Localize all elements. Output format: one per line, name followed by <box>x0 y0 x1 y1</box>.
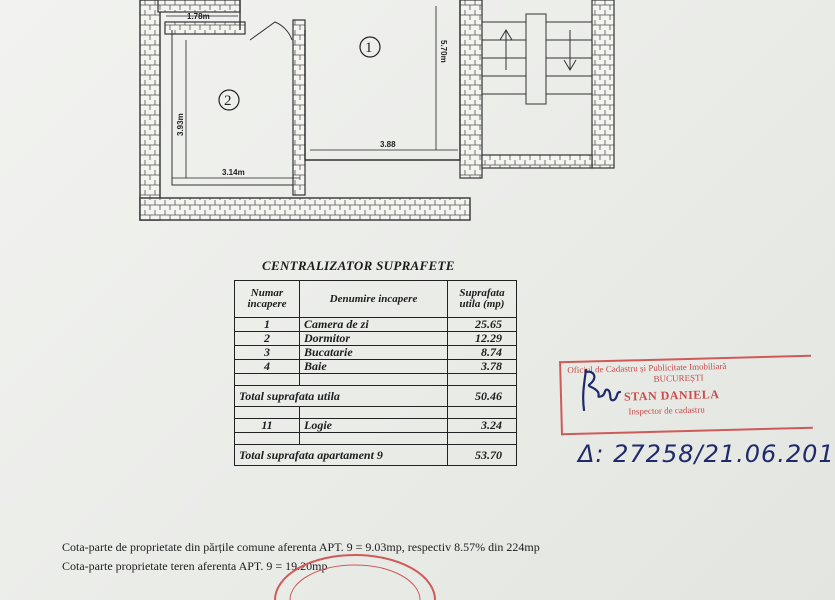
room-name: Dormitor <box>300 332 448 346</box>
loggia-area: 3.24 <box>448 419 517 433</box>
room-name: Bucatarie <box>300 346 448 360</box>
room-number: 4 <box>235 360 300 374</box>
loggia-name: Logie <box>300 419 448 433</box>
dim-room2-height: 3.93m <box>176 113 185 136</box>
floor-plan <box>0 0 800 230</box>
table-row-loggia <box>235 419 517 433</box>
room-area: 12.29 <box>448 332 517 346</box>
room-label-1: 1 <box>365 40 373 56</box>
total-useful-value: 50.46 <box>448 386 517 407</box>
seal-fragment <box>270 555 440 600</box>
table-row-total-useful <box>235 386 517 407</box>
table-row-blank <box>235 374 517 386</box>
stamp-role: Inspector de cadastru <box>628 404 705 417</box>
land-share: Cota-parte proprietate teren aferenta APT. 9 = 19.20mp <box>62 559 328 573</box>
table-row <box>235 332 517 346</box>
table-row <box>235 318 517 332</box>
table-row-blank <box>235 407 517 419</box>
dim-room2-width: 3.14m <box>222 168 245 177</box>
wall-interior-short <box>165 22 245 34</box>
room-area: 8.74 <box>448 346 517 360</box>
room-area: 25.65 <box>448 318 517 332</box>
room-name: Baie <box>300 360 448 374</box>
stamp-office: Oficiul de Cadastru și Publicitate Imobiliară <box>567 360 727 376</box>
total-apartment-label: Total suprafata apartament 9 <box>235 445 448 466</box>
table-row <box>235 360 517 374</box>
table-row <box>235 346 517 360</box>
stamp-city: BUCUREȘTI <box>653 372 704 384</box>
common-parts-share: Cota-parte de proprietate din părțile comune aferenta APT. 9 = 9.03mp, respectiv 8.57% din 224mp <box>62 540 540 554</box>
dim-top-left: 1.78m <box>187 12 210 21</box>
stairs <box>482 14 592 104</box>
registration-number: Δ: 27258/21.06.201 <box>578 440 835 468</box>
area-summary-table <box>234 280 517 466</box>
door-swing <box>250 22 292 40</box>
table-header-row <box>235 281 517 318</box>
dim-room1-width: 3.88 <box>380 140 396 149</box>
table-row-total-apartment <box>235 445 517 466</box>
header-room-number: Numar incapere <box>235 281 300 318</box>
total-useful-label: Total suprafata utila <box>235 386 448 407</box>
header-useful-area: Suprafata utila (mp) <box>448 281 517 318</box>
wall-interior-vertical <box>293 20 305 195</box>
wall-stairwell-left <box>460 0 482 178</box>
room-number: 1 <box>235 318 300 332</box>
wall-top-left <box>158 0 240 12</box>
wall-stairwell-right <box>592 0 614 168</box>
wall-left <box>140 0 160 220</box>
room-number: 2 <box>235 332 300 346</box>
room-number: 3 <box>235 346 300 360</box>
loggia-number: 11 <box>235 419 300 433</box>
room-area: 3.78 <box>448 360 517 374</box>
header-room-name: Denumire incapere <box>300 281 448 318</box>
room-label-2: 2 <box>224 93 232 109</box>
total-apartment-value: 53.70 <box>448 445 517 466</box>
table-row-blank <box>235 433 517 445</box>
wall-stairwell-bottom <box>482 155 592 168</box>
dim-room1-height: 5.70m <box>439 40 448 63</box>
room-name: Camera de zi <box>300 318 448 332</box>
table-title: CENTRALIZATOR SUPRAFETE <box>262 258 455 273</box>
signature <box>572 362 632 422</box>
wall-bottom <box>140 198 470 220</box>
stamp-name: STAN DANIELA <box>623 387 720 404</box>
